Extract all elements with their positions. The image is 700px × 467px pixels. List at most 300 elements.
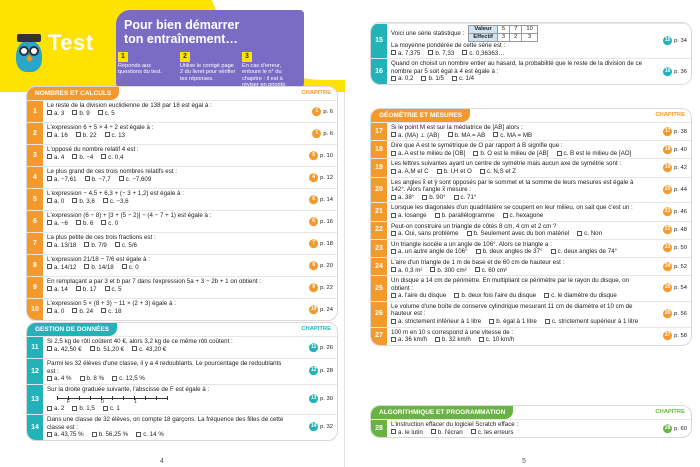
chapter-ref[interactable] xyxy=(663,163,687,173)
answer-option[interactable] xyxy=(103,198,129,206)
options xyxy=(47,242,289,250)
answer-option[interactable] xyxy=(421,75,443,83)
checkbox[interactable] xyxy=(47,264,52,269)
chapter-ref[interactable] xyxy=(309,195,333,205)
checkbox[interactable] xyxy=(84,242,89,247)
checkbox[interactable] xyxy=(76,132,81,137)
question-row xyxy=(27,384,337,414)
answer-option[interactable] xyxy=(47,431,84,439)
question-number: 18 xyxy=(371,141,387,158)
answer-option[interactable] xyxy=(136,431,164,439)
checkbox[interactable] xyxy=(462,50,467,55)
answer-option[interactable] xyxy=(577,230,602,238)
option-label: a. 0 xyxy=(54,197,65,205)
checkbox[interactable] xyxy=(475,267,480,272)
answer-option[interactable] xyxy=(435,212,495,220)
chapter-ref[interactable] xyxy=(309,151,333,161)
answer-option[interactable] xyxy=(430,267,466,275)
answer-option[interactable] xyxy=(467,230,570,238)
answer-option[interactable] xyxy=(489,318,537,326)
chapter-badge: 21 xyxy=(664,208,671,215)
question-row xyxy=(371,419,691,437)
question-text: Un disque a 14 cm de périmètre. En multipliant ce périmètre par le rayon du disque, on obtient : xyxy=(391,277,630,292)
answer-option[interactable] xyxy=(47,242,76,250)
answer-option[interactable] xyxy=(76,132,97,140)
checkbox[interactable] xyxy=(47,220,52,225)
option-label: a. 7,375 xyxy=(398,49,421,57)
checkbox[interactable] xyxy=(47,132,52,137)
answer-option[interactable] xyxy=(85,176,111,184)
chapter-label: CHAPITRE xyxy=(301,90,331,96)
checkbox[interactable] xyxy=(105,286,110,291)
answer-option[interactable] xyxy=(391,212,427,220)
checkbox[interactable] xyxy=(119,176,124,181)
answer-option[interactable] xyxy=(391,318,481,326)
question-text: Parmi les 32 élèves d'une classe, il y a 4 redoublants. Le pourcentage de redoublants est : xyxy=(47,360,282,375)
checkbox[interactable] xyxy=(98,110,103,115)
checkbox[interactable] xyxy=(47,286,52,291)
answer-option[interactable] xyxy=(391,336,427,344)
checkbox[interactable] xyxy=(467,231,472,236)
answer-option[interactable] xyxy=(480,168,516,176)
option-label: c. 13 xyxy=(111,131,125,139)
question-text: Peut-on construire un triangle de côtés 8 cm, 4 cm et 2 cm ? xyxy=(391,222,557,230)
answer-option[interactable] xyxy=(476,248,543,256)
answer-option[interactable] xyxy=(391,194,414,202)
checkbox[interactable] xyxy=(47,154,52,159)
checkbox[interactable] xyxy=(391,249,396,254)
section-donnees xyxy=(26,322,338,441)
checkbox[interactable] xyxy=(47,308,52,313)
answer-option[interactable] xyxy=(503,212,544,220)
answer-option[interactable] xyxy=(47,405,64,413)
question-text: Lorsque les diagonales d'un quadrilatère se coupent en leur milieu, on sait que c'est un : xyxy=(391,204,633,212)
option-label: b. égal à 1 litre xyxy=(496,318,537,326)
checkbox[interactable] xyxy=(454,195,459,200)
answer-option[interactable] xyxy=(47,375,72,383)
checkbox[interactable] xyxy=(47,376,52,381)
answer-option[interactable] xyxy=(391,248,468,256)
answer-option[interactable] xyxy=(84,264,113,272)
options xyxy=(47,308,289,316)
answer-option[interactable] xyxy=(76,286,97,294)
question-text: Quand on choisit un nombre entier au hasard, la probabilité que le reste de la division de ce nombre par 5 soit égal à 4 est égale à : xyxy=(391,60,643,75)
option-label: c. 5 xyxy=(111,285,122,293)
options xyxy=(391,292,643,300)
options xyxy=(47,110,289,118)
question-text: L'expression − 4,5 + 6,3 + (− 3 + 1,2) est égale à : xyxy=(47,190,184,197)
answer-option[interactable] xyxy=(47,286,68,294)
checkbox[interactable] xyxy=(391,293,396,298)
answer-option[interactable] xyxy=(471,429,514,437)
answer-option[interactable] xyxy=(448,132,486,140)
answer-option[interactable] xyxy=(115,242,137,250)
answer-option[interactable] xyxy=(84,242,106,250)
answer-option[interactable] xyxy=(92,431,129,439)
answer-option[interactable] xyxy=(551,248,618,256)
checkbox[interactable] xyxy=(435,337,440,342)
checkbox[interactable] xyxy=(47,432,52,437)
chapter-page: p. 34 xyxy=(674,38,687,45)
answer-option[interactable] xyxy=(454,292,536,300)
options xyxy=(391,194,643,202)
chapter-ref[interactable] xyxy=(309,283,333,293)
page-title: Test xyxy=(48,30,94,55)
answer-option[interactable] xyxy=(47,220,68,228)
option-label: b. 22 xyxy=(82,131,97,139)
checkbox[interactable] xyxy=(452,76,457,81)
question-row xyxy=(371,301,691,327)
chapter-page: p. 50 xyxy=(674,245,687,252)
answer-option[interactable] xyxy=(479,336,515,344)
answer-option[interactable] xyxy=(47,346,82,354)
answer-option[interactable] xyxy=(72,198,94,206)
answer-option[interactable] xyxy=(452,75,474,83)
chapter-badge: 8 xyxy=(309,261,318,270)
option-label: a. losange xyxy=(398,211,427,219)
checkbox[interactable] xyxy=(391,429,396,434)
chapter-page: p. 56 xyxy=(674,311,687,318)
answer-option[interactable] xyxy=(475,267,507,275)
answer-option[interactable] xyxy=(72,308,93,316)
number-line-tick xyxy=(123,396,124,400)
checkbox[interactable] xyxy=(551,249,556,254)
answer-option[interactable] xyxy=(462,50,504,58)
table-cell: 10 xyxy=(522,26,537,34)
question-text: L'expression 5 × (8 + 3) − 11 × (2 + 3) égale à : xyxy=(47,300,176,307)
checkbox[interactable] xyxy=(577,231,582,236)
answer-option[interactable] xyxy=(435,336,471,344)
checkbox[interactable] xyxy=(422,195,427,200)
chapter-ref[interactable] xyxy=(663,67,687,77)
checkbox[interactable] xyxy=(122,264,127,269)
question-text: En remplaçant a par 3 et b par 7 dans l'expression 5a + 3 − 2b + 1 on obtient : xyxy=(47,278,261,285)
checkbox[interactable] xyxy=(101,308,106,313)
checkbox[interactable] xyxy=(544,293,549,298)
checkbox[interactable] xyxy=(105,132,110,137)
section-title: GÉOMÉTRIE ET MESURES xyxy=(371,109,470,122)
chapter-ref[interactable] xyxy=(663,36,687,46)
question-number: 15 xyxy=(371,24,387,58)
question-number: 2 xyxy=(27,123,43,144)
option-label: b. 7/9 xyxy=(91,241,107,249)
answer-option[interactable] xyxy=(103,405,120,413)
option-label: c. 10 km/h xyxy=(485,336,515,344)
number-line-tick xyxy=(57,396,58,400)
checkbox[interactable] xyxy=(391,132,396,137)
option-label: a. 3 xyxy=(54,109,65,117)
answer-option[interactable] xyxy=(391,50,420,58)
answer-option[interactable] xyxy=(454,194,477,202)
checkbox[interactable] xyxy=(471,429,476,434)
checkbox[interactable] xyxy=(391,76,396,81)
option-label: a. (MA) ⊥ (AB) xyxy=(398,131,440,139)
chapter-page: p. 10 xyxy=(320,152,333,159)
chapter-ref[interactable] xyxy=(663,145,687,155)
number-line xyxy=(47,394,289,404)
checkbox[interactable] xyxy=(101,220,106,225)
options xyxy=(391,336,643,344)
checkbox[interactable] xyxy=(391,267,396,272)
question-row xyxy=(27,232,337,254)
checkbox[interactable] xyxy=(430,267,435,272)
answer-option[interactable] xyxy=(101,308,121,316)
answer-option[interactable] xyxy=(557,150,632,158)
option-label: a. 0,2 xyxy=(398,75,414,83)
chapter-ref[interactable] xyxy=(663,424,687,434)
chapter-ref[interactable] xyxy=(309,367,333,377)
question-number: 21 xyxy=(371,203,387,220)
option-label: c. 1/4 xyxy=(458,75,475,83)
answer-option[interactable] xyxy=(122,264,139,272)
answer-option[interactable] xyxy=(391,132,440,140)
chapter-ref[interactable] xyxy=(309,261,333,271)
answer-option[interactable] xyxy=(72,405,94,413)
answer-option[interactable] xyxy=(545,318,638,326)
option-label: b. deux fois l'aire du disque xyxy=(461,292,537,300)
checkbox[interactable] xyxy=(391,169,396,174)
chapter-ref[interactable] xyxy=(663,185,687,195)
chapter-ref[interactable] xyxy=(309,343,333,353)
checkbox[interactable] xyxy=(72,154,77,159)
question-row xyxy=(27,188,337,210)
checkbox[interactable] xyxy=(435,213,440,218)
answer-option[interactable] xyxy=(90,346,125,354)
checkbox[interactable] xyxy=(72,110,77,115)
section-header xyxy=(371,109,691,122)
answer-option[interactable] xyxy=(76,220,93,228)
checkbox[interactable] xyxy=(473,151,478,156)
checkbox[interactable] xyxy=(47,242,52,247)
checkbox[interactable] xyxy=(391,151,396,156)
checkbox[interactable] xyxy=(76,286,81,291)
option-label: c. 0,4 xyxy=(108,153,124,161)
checkbox[interactable] xyxy=(480,169,485,174)
answer-option[interactable] xyxy=(47,308,64,316)
question-text: Dans une classe de 32 élèves, on compte 18 garçons. La fréquence des filles de cette classe est : xyxy=(47,415,284,431)
question-number: 23 xyxy=(371,240,387,257)
answer-option[interactable] xyxy=(72,154,93,162)
answer-option[interactable] xyxy=(112,375,145,383)
chapter-badge: 16 xyxy=(664,67,671,74)
checkbox[interactable] xyxy=(479,337,484,342)
step-3: 3 En cas d'erreur, entoure le n° du chapitre : il est à xyxy=(242,53,283,82)
options xyxy=(391,50,643,58)
checkbox[interactable] xyxy=(76,220,81,225)
checkbox[interactable] xyxy=(90,346,95,351)
answer-option[interactable] xyxy=(105,286,122,294)
question-row xyxy=(27,358,337,384)
checkbox[interactable] xyxy=(92,432,97,437)
answer-option[interactable] xyxy=(101,154,123,162)
chapter-page: p. 60 xyxy=(674,425,687,432)
answer-option[interactable] xyxy=(431,429,463,437)
checkbox[interactable] xyxy=(84,264,89,269)
answer-option[interactable] xyxy=(391,292,446,300)
chapter-badge: 23 xyxy=(664,244,671,251)
checkbox[interactable] xyxy=(103,198,108,203)
checkbox[interactable] xyxy=(476,249,481,254)
chapter-ref[interactable] xyxy=(663,262,687,272)
checkbox[interactable] xyxy=(437,169,442,174)
checkbox[interactable] xyxy=(72,198,77,203)
chapter-badge: 1 xyxy=(312,107,321,116)
chapter-ref[interactable] xyxy=(663,207,687,217)
chapter-badge: 27 xyxy=(664,332,671,339)
chapter-badge: 12 xyxy=(310,367,317,374)
answer-option[interactable] xyxy=(473,150,548,158)
checkbox[interactable] xyxy=(503,213,508,218)
chapter-ref[interactable] xyxy=(663,244,687,254)
option-label: c. 5 xyxy=(104,109,115,117)
checkbox[interactable] xyxy=(454,293,459,298)
answer-option[interactable] xyxy=(98,110,115,118)
answer-option[interactable] xyxy=(391,75,413,83)
checkbox[interactable] xyxy=(545,319,550,324)
number-line-tick xyxy=(90,396,91,400)
question-number: 20 xyxy=(371,178,387,203)
checkbox[interactable] xyxy=(391,213,396,218)
question-row xyxy=(27,414,337,440)
checkbox[interactable] xyxy=(115,242,120,247)
checkbox[interactable] xyxy=(391,231,396,236)
options xyxy=(47,286,289,294)
answer-option[interactable] xyxy=(391,429,423,437)
checkbox[interactable] xyxy=(391,195,396,200)
section-statistiques xyxy=(370,22,692,85)
table-header: Valeur xyxy=(469,26,498,34)
checkbox[interactable] xyxy=(72,406,77,411)
option-label: b. deux angles de 37° xyxy=(482,248,543,256)
page-number-right: 5 xyxy=(522,458,526,465)
chapter-badge: 1 xyxy=(312,129,321,138)
checkbox[interactable] xyxy=(421,76,426,81)
checkbox[interactable] xyxy=(391,50,396,55)
question-number: 25 xyxy=(371,276,387,301)
answer-option[interactable] xyxy=(422,194,445,202)
chapter-ref[interactable] xyxy=(663,309,687,319)
question-text: L'expression (6 − 8) + [3 + (5 − 2)] − (4 − 7 + 1) est égale à : xyxy=(47,212,212,219)
chapter-ref[interactable] xyxy=(309,239,333,249)
answer-option[interactable] xyxy=(72,110,89,118)
checkbox[interactable] xyxy=(136,432,141,437)
answer-option[interactable] xyxy=(101,220,118,228)
options xyxy=(391,248,643,256)
option-label: c. −3,6 xyxy=(109,197,129,205)
checkbox[interactable] xyxy=(47,110,52,115)
chapter-ref[interactable] xyxy=(663,225,687,235)
answer-option[interactable] xyxy=(493,132,532,140)
chapter-ref[interactable] xyxy=(309,217,333,227)
checkbox[interactable] xyxy=(448,132,453,137)
answer-option[interactable] xyxy=(47,132,68,140)
option-label: b. −7,7 xyxy=(91,175,111,183)
chapter-badge: 20 xyxy=(664,186,671,193)
checkbox[interactable] xyxy=(428,50,433,55)
checkbox[interactable] xyxy=(431,429,436,434)
question-row xyxy=(27,122,337,144)
answer-option[interactable] xyxy=(391,150,465,158)
chapter-ref[interactable] xyxy=(309,395,333,405)
options xyxy=(391,267,643,275)
chapter-ref[interactable] xyxy=(309,305,333,315)
question-number: 1 xyxy=(27,101,43,122)
options xyxy=(47,154,289,162)
table-cell: 5 xyxy=(497,26,509,34)
chapter-ref[interactable] xyxy=(312,129,333,139)
checkbox[interactable] xyxy=(47,346,52,351)
checkbox[interactable] xyxy=(80,376,85,381)
checkbox[interactable] xyxy=(557,151,562,156)
options xyxy=(391,212,643,220)
chapter-ref[interactable] xyxy=(663,331,687,341)
answer-option[interactable] xyxy=(47,264,76,272)
question-number: 12 xyxy=(27,359,43,384)
chapter-ref[interactable] xyxy=(312,107,333,117)
option-label: b. 8 % xyxy=(86,375,105,383)
checkbox[interactable] xyxy=(47,406,52,411)
number-line-tick xyxy=(156,396,157,400)
answer-option[interactable] xyxy=(47,198,64,206)
checkbox[interactable] xyxy=(101,154,106,159)
chapter-ref[interactable] xyxy=(663,284,687,294)
checkbox[interactable] xyxy=(489,319,494,324)
answer-option[interactable] xyxy=(80,375,105,383)
option-label: b. 7,33 xyxy=(435,49,455,57)
options xyxy=(47,264,289,272)
answer-option[interactable] xyxy=(428,50,454,58)
answer-option[interactable] xyxy=(544,292,617,300)
checkbox[interactable] xyxy=(47,198,52,203)
answer-option[interactable] xyxy=(105,132,125,140)
option-label: c. 43,20 € xyxy=(139,345,167,353)
question-number: 26 xyxy=(371,302,387,327)
answer-option[interactable] xyxy=(47,176,77,184)
checkbox[interactable] xyxy=(72,308,77,313)
checkbox[interactable] xyxy=(85,176,90,181)
chapter-ref[interactable] xyxy=(309,423,333,433)
answer-option[interactable] xyxy=(119,176,152,184)
answer-option[interactable] xyxy=(391,168,429,176)
chapter-ref[interactable] xyxy=(309,173,333,183)
chapter-ref[interactable] xyxy=(663,127,687,137)
checkbox[interactable] xyxy=(103,406,108,411)
checkbox[interactable] xyxy=(47,176,52,181)
question-row xyxy=(27,100,337,122)
checkbox[interactable] xyxy=(493,132,498,137)
checkbox[interactable] xyxy=(112,376,117,381)
answer-option[interactable] xyxy=(47,154,64,162)
answer-option[interactable] xyxy=(132,346,166,354)
number-line-tick xyxy=(145,396,146,400)
checkbox[interactable] xyxy=(132,346,137,351)
answer-option[interactable] xyxy=(391,267,422,275)
option-label: b. 6 xyxy=(82,219,94,227)
chapter-badge: 22 xyxy=(664,226,671,233)
answer-option[interactable] xyxy=(437,168,472,176)
option-label: b. 3,6 xyxy=(79,197,95,205)
checkbox[interactable] xyxy=(391,337,396,342)
chapter-badge: 10 xyxy=(310,305,317,312)
option-label: c. strictement supérieur à 1 litre xyxy=(551,318,639,326)
answer-option[interactable] xyxy=(47,110,64,118)
chapter-badge: 26 xyxy=(664,310,671,317)
question-row xyxy=(371,221,691,239)
question-number: 10 xyxy=(27,299,43,320)
answer-option[interactable] xyxy=(391,230,459,238)
option-label: a. 2 xyxy=(54,405,65,413)
checkbox[interactable] xyxy=(391,319,396,324)
